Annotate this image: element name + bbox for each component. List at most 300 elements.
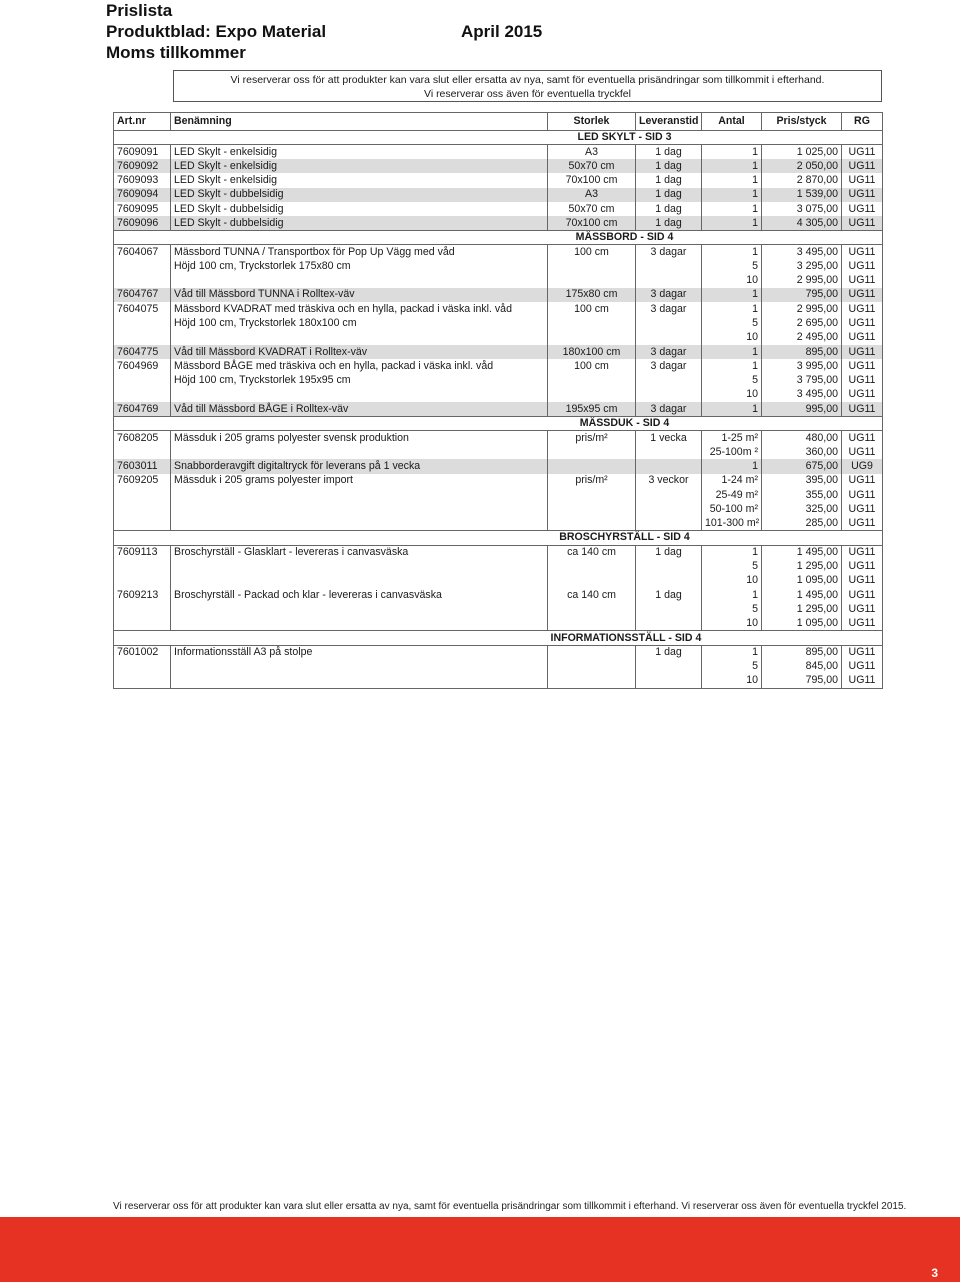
cell-art-nr — [114, 659, 171, 673]
section-title: MÄSSDUK - SID 4 — [548, 416, 702, 430]
section-spacer — [171, 631, 548, 645]
cell-leadtime — [636, 273, 702, 287]
section-title: MÄSSBORD - SID 4 — [548, 231, 702, 245]
cell-qty: 10 — [702, 674, 762, 688]
section-spacer — [171, 131, 548, 145]
section-spacer — [114, 416, 171, 430]
section-spacer — [114, 131, 171, 145]
cell-size — [548, 316, 636, 330]
cell-size: ca 140 cm — [548, 545, 636, 559]
cell-leadtime: 1 dag — [636, 588, 702, 602]
cell-leadtime — [636, 459, 702, 473]
cell-rg: UG11 — [842, 445, 883, 459]
cell-art-nr: 7609091 — [117, 145, 159, 158]
cell-price: 285,00 — [762, 517, 842, 531]
cell-rg: UG11 — [842, 602, 883, 616]
disclaimer-line-2: Vi reserverar oss även för eventuella tryckfel — [424, 88, 631, 100]
table-row — [114, 574, 883, 588]
cell-art-nr — [114, 316, 171, 330]
cell-name: LED Skylt - enkelsidig — [171, 173, 548, 187]
cell-size — [548, 574, 636, 588]
cell-name: LED Skylt - dubbelsidig — [171, 216, 548, 230]
cell-qty: 5 — [702, 659, 762, 673]
cell-size: 70x100 cm — [548, 173, 636, 187]
cell-size: 195x95 cm — [548, 402, 636, 416]
cell-art-nr — [114, 488, 171, 502]
cell-size — [548, 617, 636, 631]
cell-rg: UG11 — [842, 559, 883, 573]
cell-qty: 1 — [702, 145, 762, 159]
cell-rg: UG11 — [842, 302, 883, 316]
cell-price: 2 050,00 — [762, 159, 842, 173]
cell-qty: 1 — [702, 345, 762, 359]
table-row — [114, 202, 883, 216]
cell-art-nr: 7604067 — [114, 245, 171, 259]
table-row — [114, 674, 883, 688]
table-row — [114, 316, 883, 330]
section-spacer — [702, 231, 883, 245]
cell-rg: UG11 — [842, 331, 883, 345]
cell-art-nr: 7601002 — [117, 646, 159, 659]
cell-rg: UG11 — [842, 502, 883, 516]
cell-rg: UG11 — [842, 474, 883, 488]
cell-rg: UG11 — [842, 402, 883, 416]
cell-name: Höjd 100 cm, Tryckstorlek 195x95 cm — [171, 374, 548, 388]
cell-price: 2 495,00 — [762, 331, 842, 345]
doc-title: Prislista — [106, 1, 173, 20]
cell-art-nr: 7609213 — [117, 588, 159, 601]
cell-name — [171, 517, 548, 531]
cell-qty: 10 — [702, 617, 762, 631]
cell-rg: UG11 — [842, 173, 883, 187]
section-header-row — [114, 231, 883, 245]
table-row — [114, 445, 883, 459]
document-header — [106, 0, 543, 63]
cell-qty: 1 — [702, 588, 762, 602]
cell-name: Mässduk i 205 grams polyester import — [171, 474, 548, 488]
cell-size: A3 — [548, 145, 636, 159]
cell-leadtime — [636, 559, 702, 573]
cell-size: 100 cm — [548, 245, 636, 259]
table-row — [114, 188, 883, 202]
cell-leadtime — [636, 488, 702, 502]
table-row — [114, 345, 883, 359]
cell-art-nr — [114, 374, 171, 388]
cell-qty: 1 — [702, 202, 762, 216]
cell-qty: 5 — [702, 602, 762, 616]
table-row — [114, 559, 883, 573]
cell-qty: 1 — [702, 545, 762, 559]
section-title: INFORMATIONSSTÄLL - SID 4 — [548, 631, 702, 645]
cell-name: Mässduk i 205 grams polyester svensk produktion — [171, 431, 548, 445]
cell-leadtime — [636, 517, 702, 531]
cell-price: 845,00 — [762, 659, 842, 673]
table-header-row — [114, 113, 883, 131]
section-spacer — [114, 231, 171, 245]
cell-size — [548, 459, 636, 473]
cell-name: Mässbord KVADRAT med träskiva och en hylla, packad i väska inkl. våd — [171, 302, 548, 316]
cell-qty: 1 — [702, 459, 762, 473]
cell-name: LED Skylt - dubbelsidig — [171, 188, 548, 202]
cell-price: 2 870,00 — [762, 173, 842, 187]
table-row — [114, 145, 883, 159]
cell-rg: UG11 — [842, 288, 883, 302]
cell-rg: UG11 — [842, 245, 883, 259]
footer-disclaimer: Vi reserverar oss för att produkter kan vara slut eller ersatta av nya, samt för eventuella prisändringar som tillkommit i efterhand. Vi reserverar oss även för eventuella tryckfel 2015. — [113, 1201, 907, 1212]
table-row — [114, 388, 883, 402]
product-sheet-label: Produktblad: Expo Material — [106, 22, 327, 41]
cell-size — [548, 388, 636, 402]
cell-leadtime: 1 dag — [636, 202, 702, 216]
cell-size: 50x70 cm — [548, 202, 636, 216]
cell-qty: 10 — [702, 574, 762, 588]
cell-name: Broschyrställ - Glasklart - levereras i canvasväska — [171, 545, 548, 559]
cell-name: Informationsställ A3 på stolpe — [171, 645, 548, 659]
section-spacer — [171, 531, 548, 545]
cell-art-nr: 7609094 — [114, 188, 171, 202]
cell-price: 1 495,00 — [762, 588, 842, 602]
cell-qty: 101-300 m² — [702, 517, 762, 531]
cell-price: 1 025,00 — [762, 145, 842, 159]
cell-name — [171, 602, 548, 616]
cell-name — [171, 674, 548, 688]
table-row — [114, 517, 883, 531]
table-row — [114, 602, 883, 616]
table-row — [114, 302, 883, 316]
cell-name: LED Skylt - enkelsidig — [171, 145, 548, 159]
section-spacer — [114, 631, 171, 645]
cell-qty: 1 — [702, 402, 762, 416]
cell-size — [548, 502, 636, 516]
table-row — [114, 545, 883, 559]
section-title: BROSCHYRSTÄLL - SID 4 — [548, 531, 702, 545]
cell-name — [171, 574, 548, 588]
cell-rg: UG11 — [842, 674, 883, 688]
col-header-rg: RG — [842, 113, 883, 131]
cell-qty: 1 — [702, 216, 762, 230]
cell-leadtime — [636, 574, 702, 588]
cell-name — [171, 331, 548, 345]
cell-art-nr — [114, 674, 171, 688]
cell-leadtime — [636, 617, 702, 631]
table-row — [114, 588, 883, 602]
cell-rg: UG11 — [842, 202, 883, 216]
cell-rg: UG11 — [842, 359, 883, 373]
cell-art-nr: 7609093 — [117, 174, 159, 187]
cell-art-nr: 7609095 — [117, 202, 159, 215]
cell-name: Broschyrställ - Packad och klar - levereras i canvasväska — [171, 588, 548, 602]
cell-art-nr: 7604775 — [114, 345, 171, 359]
cell-leadtime: 1 dag — [636, 188, 702, 202]
cell-rg: UG11 — [842, 617, 883, 631]
cell-price: 3 075,00 — [762, 202, 842, 216]
doc-date: April 2015 — [461, 22, 543, 41]
col-header-leadtime: Leveranstid — [636, 113, 702, 131]
cell-price: 3 495,00 — [762, 245, 842, 259]
cell-leadtime: 1 dag — [636, 545, 702, 559]
cell-leadtime — [636, 502, 702, 516]
cell-size: 180x100 cm — [548, 345, 636, 359]
cell-price: 1 095,00 — [762, 617, 842, 631]
table-row — [114, 216, 883, 230]
cell-qty: 25-49 m² — [702, 488, 762, 502]
cell-leadtime: 3 dagar — [636, 245, 702, 259]
table-row — [114, 359, 883, 373]
cell-qty: 5 — [702, 259, 762, 273]
cell-leadtime: 1 dag — [636, 145, 702, 159]
section-spacer — [171, 231, 548, 245]
cell-rg: UG9 — [842, 459, 883, 473]
cell-price: 895,00 — [762, 645, 842, 659]
table-row — [114, 645, 883, 659]
cell-art-nr — [114, 445, 171, 459]
cell-leadtime: 1 dag — [636, 216, 702, 230]
table-row — [114, 173, 883, 187]
cell-rg: UG11 — [842, 645, 883, 659]
cell-art-nr: 7609096 — [114, 216, 171, 230]
cell-name: Våd till Mässbord TUNNA i Rolltex-väv — [171, 288, 548, 302]
col-header-artnr: Art.nr — [114, 113, 171, 131]
cell-price: 4 305,00 — [762, 216, 842, 230]
cell-rg: UG11 — [842, 159, 883, 173]
cell-art-nr: 7609092 — [114, 159, 171, 173]
col-header-name: Benämning — [171, 113, 548, 131]
cell-art-nr: 7604075 — [117, 302, 159, 315]
cell-name: LED Skylt - enkelsidig — [171, 159, 548, 173]
cell-art-nr — [114, 602, 171, 616]
cell-leadtime — [636, 316, 702, 330]
footer-red-bar — [0, 1217, 960, 1282]
cell-size: A3 — [548, 188, 636, 202]
cell-qty: 50-100 m² — [702, 502, 762, 516]
cell-leadtime: 3 dagar — [636, 402, 702, 416]
cell-leadtime: 1 dag — [636, 159, 702, 173]
cell-price: 1 539,00 — [762, 188, 842, 202]
cell-qty: 10 — [702, 388, 762, 402]
cell-name — [171, 445, 548, 459]
cell-leadtime — [636, 602, 702, 616]
table-row — [114, 502, 883, 516]
cell-art-nr — [114, 502, 171, 516]
cell-leadtime — [636, 331, 702, 345]
section-header-row — [114, 416, 883, 430]
cell-rg: UG11 — [842, 574, 883, 588]
cell-size — [548, 645, 636, 659]
cell-price: 3 995,00 — [762, 359, 842, 373]
table-row — [114, 245, 883, 259]
cell-art-nr: 7609113 — [117, 546, 158, 558]
cell-rg: UG11 — [842, 145, 883, 159]
cell-name: Våd till Mässbord BÅGE i Rolltex-väv — [171, 402, 548, 416]
cell-price: 1 495,00 — [762, 545, 842, 559]
cell-name: LED Skylt - dubbelsidig — [171, 202, 548, 216]
cell-leadtime — [636, 674, 702, 688]
cell-price: 2 695,00 — [762, 316, 842, 330]
cell-name — [171, 488, 548, 502]
cell-name — [171, 617, 548, 631]
cell-qty: 1 — [702, 188, 762, 202]
product-sheet-title — [106, 21, 543, 42]
cell-qty: 1 — [702, 159, 762, 173]
section-header-row — [114, 131, 883, 145]
cell-art-nr: 7604769 — [114, 402, 171, 416]
cell-size: 50x70 cm — [548, 159, 636, 173]
cell-qty: 1 — [702, 288, 762, 302]
section-spacer — [702, 531, 883, 545]
cell-rg: UG11 — [842, 517, 883, 531]
cell-art-nr — [114, 259, 171, 273]
cell-art-nr — [114, 574, 171, 588]
cell-name: Snabborderavgift digitaltryck för leverans på 1 vecka — [171, 459, 548, 473]
cell-leadtime — [636, 388, 702, 402]
table-row — [114, 331, 883, 345]
section-spacer — [171, 416, 548, 430]
cell-size — [548, 674, 636, 688]
cell-size — [548, 445, 636, 459]
cell-name: Våd till Mässbord KVADRAT i Rolltex-väv — [171, 345, 548, 359]
cell-size — [548, 331, 636, 345]
cell-leadtime: 3 dagar — [636, 302, 702, 316]
table-row — [114, 288, 883, 302]
cell-size: pris/m² — [548, 431, 636, 445]
cell-art-nr: 7604969 — [117, 359, 159, 372]
cell-leadtime — [636, 445, 702, 459]
cell-name: Höjd 100 cm, Tryckstorlek 180x100 cm — [171, 316, 548, 330]
cell-price: 395,00 — [762, 474, 842, 488]
cell-leadtime — [636, 259, 702, 273]
cell-price: 360,00 — [762, 445, 842, 459]
section-title: LED SKYLT - SID 3 — [548, 131, 702, 145]
cell-size — [548, 602, 636, 616]
cell-qty: 10 — [702, 331, 762, 345]
cell-price: 3 295,00 — [762, 259, 842, 273]
cell-leadtime — [636, 659, 702, 673]
cell-qty: 25-100m ² — [702, 445, 762, 459]
cell-size: 175x80 cm — [548, 288, 636, 302]
table-row — [114, 374, 883, 388]
cell-price: 675,00 — [762, 459, 842, 473]
cell-name — [171, 659, 548, 673]
col-header-qty: Antal — [702, 113, 762, 131]
cell-price: 355,00 — [762, 488, 842, 502]
cell-leadtime: 3 dagar — [636, 359, 702, 373]
cell-rg: UG11 — [842, 488, 883, 502]
col-header-price: Pris/styck — [762, 113, 842, 131]
cell-name — [171, 388, 548, 402]
cell-qty: 1 — [702, 245, 762, 259]
cell-name: Mässbord TUNNA / Transportbox för Pop Up Vägg med våd — [171, 245, 548, 259]
cell-name — [171, 273, 548, 287]
cell-rg: UG11 — [842, 316, 883, 330]
cell-art-nr — [114, 617, 171, 631]
cell-size — [548, 374, 636, 388]
cell-rg: UG11 — [842, 188, 883, 202]
cell-price: 1 095,00 — [762, 574, 842, 588]
table-row — [114, 159, 883, 173]
cell-name: Mässbord BÅGE med träskiva och en hylla, packad i väska inkl. våd — [171, 359, 548, 373]
cell-art-nr — [114, 273, 171, 287]
cell-art-nr: 7603011 — [114, 459, 171, 473]
cell-size: 100 cm — [548, 359, 636, 373]
table-row — [114, 617, 883, 631]
cell-leadtime: 3 veckor — [636, 474, 702, 488]
cell-rg: UG11 — [842, 388, 883, 402]
cell-size: ca 140 cm — [548, 588, 636, 602]
cell-art-nr: 7604767 — [114, 288, 171, 302]
cell-art-nr — [114, 331, 171, 345]
cell-qty: 5 — [702, 316, 762, 330]
cell-price: 795,00 — [762, 288, 842, 302]
cell-price: 3 495,00 — [762, 388, 842, 402]
cell-price: 795,00 — [762, 674, 842, 688]
cell-qty: 1-25 m² — [702, 431, 762, 445]
cell-leadtime — [636, 374, 702, 388]
vat-note: Moms tillkommer — [106, 43, 246, 62]
table-row — [114, 459, 883, 473]
cell-leadtime: 1 dag — [636, 645, 702, 659]
price-table — [113, 112, 883, 689]
cell-price: 1 295,00 — [762, 559, 842, 573]
table-row — [114, 273, 883, 287]
table-row — [114, 659, 883, 673]
cell-size — [548, 559, 636, 573]
cell-art-nr: 7608205 — [117, 431, 159, 444]
cell-size: 100 cm — [548, 302, 636, 316]
cell-rg: UG11 — [842, 273, 883, 287]
cell-size — [548, 659, 636, 673]
cell-price: 480,00 — [762, 431, 842, 445]
disclaimer-line-1: Vi reserverar oss för att produkter kan vara slut eller ersatta av nya, samt för eventuella prisändringar som tillkommit i efterhand. — [230, 74, 825, 86]
cell-size — [548, 259, 636, 273]
cell-qty: 1-24 m² — [702, 474, 762, 488]
cell-rg: UG11 — [842, 588, 883, 602]
section-spacer — [702, 631, 883, 645]
cell-rg: UG11 — [842, 374, 883, 388]
cell-leadtime: 3 dagar — [636, 288, 702, 302]
table-row — [114, 488, 883, 502]
cell-price: 995,00 — [762, 402, 842, 416]
cell-art-nr — [114, 517, 171, 531]
cell-price: 1 295,00 — [762, 602, 842, 616]
table-row — [114, 474, 883, 488]
table-row — [114, 402, 883, 416]
cell-qty: 1 — [702, 645, 762, 659]
disclaimer-box — [173, 70, 882, 102]
cell-rg: UG11 — [842, 345, 883, 359]
cell-qty: 10 — [702, 273, 762, 287]
cell-rg: UG11 — [842, 431, 883, 445]
page-number: 3 — [931, 1266, 938, 1280]
price-table-body — [114, 113, 883, 689]
table-row — [114, 259, 883, 273]
cell-size — [548, 273, 636, 287]
cell-leadtime: 3 dagar — [636, 345, 702, 359]
cell-qty: 5 — [702, 559, 762, 573]
cell-art-nr: 7609205 — [117, 474, 159, 487]
cell-rg: UG11 — [842, 216, 883, 230]
cell-price: 2 995,00 — [762, 273, 842, 287]
cell-qty: 1 — [702, 359, 762, 373]
section-spacer — [702, 131, 883, 145]
cell-name: Höjd 100 cm, Tryckstorlek 175x80 cm — [171, 259, 548, 273]
section-spacer — [702, 416, 883, 430]
cell-art-nr — [114, 388, 171, 402]
section-spacer — [114, 531, 171, 545]
cell-size: 70x100 cm — [548, 216, 636, 230]
cell-price: 2 995,00 — [762, 302, 842, 316]
cell-art-nr — [114, 559, 171, 573]
cell-qty: 1 — [702, 302, 762, 316]
